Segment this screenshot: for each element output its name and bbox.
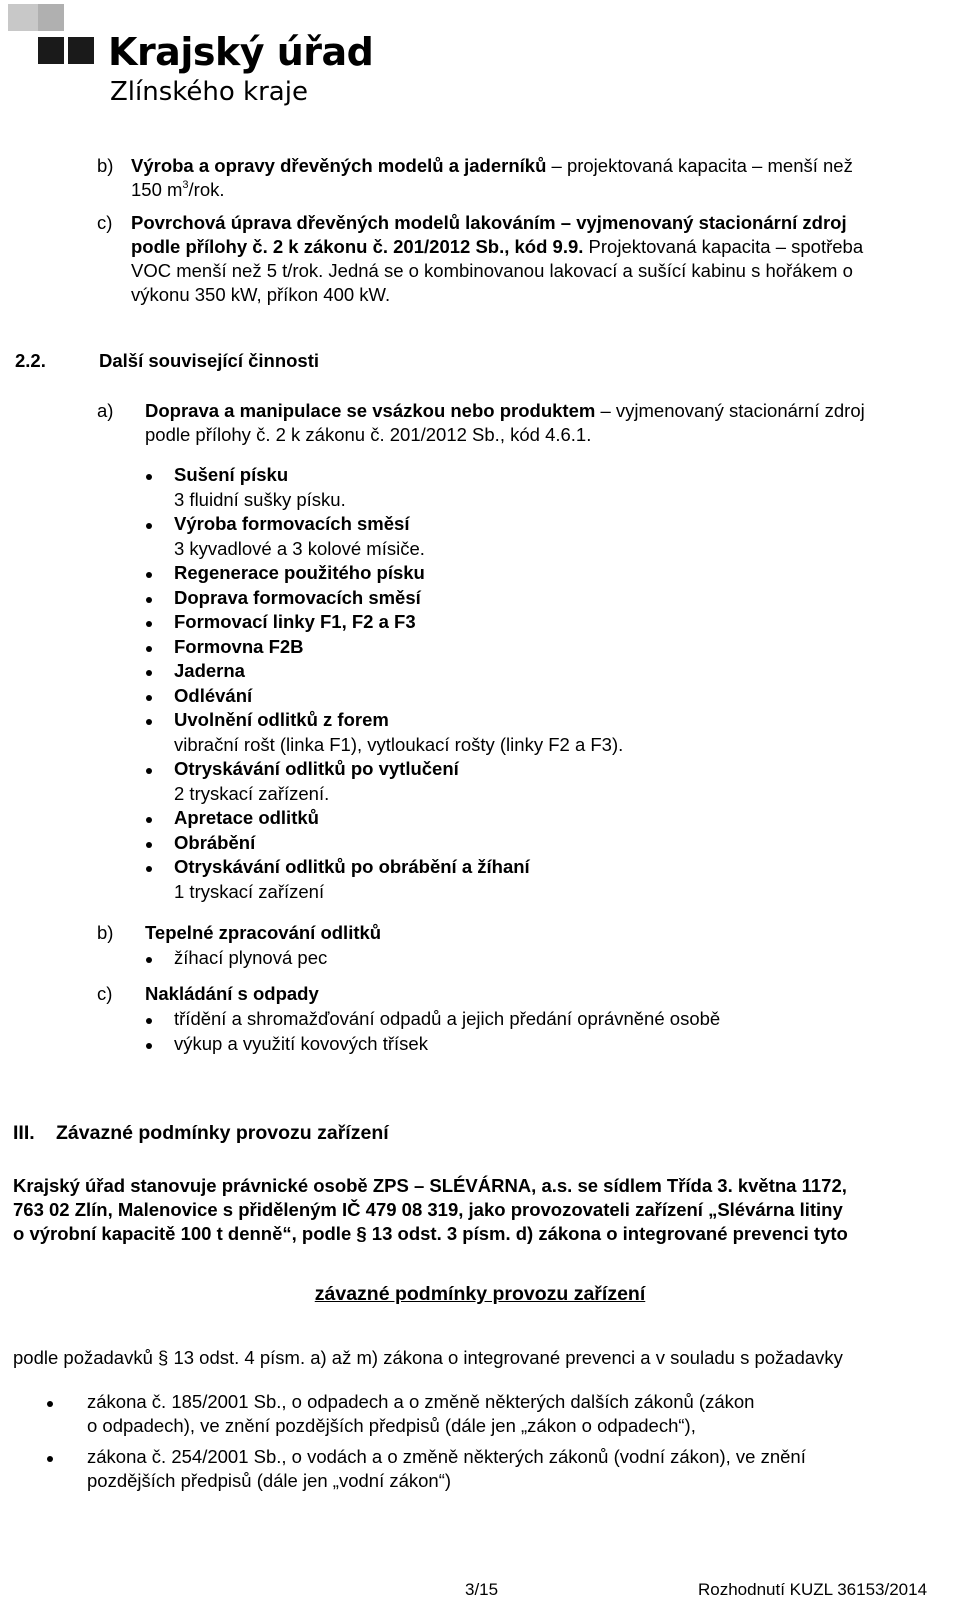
bullet-icon [47,1401,53,1407]
sub-b-label: b) [97,922,114,943]
bullet-icon [146,474,152,480]
law2-line1: zákona č. 254/2001 Sb., o vodách a o změně některých zákonů (vodní zákon), ve znění [87,1446,806,1467]
page-number: 3/15 [465,1580,499,1599]
activity-title: Obrábění [174,831,256,853]
sub-c-title: Nakládání s odpady [145,983,319,1004]
activity-title: Regenerace použitého písku [174,562,425,583]
bullet-icon [146,523,152,529]
sub-a-line2: podle přílohy č. 2 k zákonu č. 201/2012 Sb., kód 4.6.1. [145,424,592,445]
law1-line2: o odpadech), ve znění pozdějších předpisů (dále jen „zákon o odpadech“), [87,1415,696,1436]
section-number: 2.2. [15,350,46,371]
sub-c-label: c) [97,983,113,1004]
capacity-unit: /rok. [188,179,225,200]
section-title: Další související činnosti [99,350,320,371]
bullet-icon [146,1043,152,1049]
bullet-icon [146,957,152,963]
section-c-rest2: Projektovaná kapacita – spotřeba [583,236,864,257]
section-c-line2 [131,235,863,259]
para-line4: podle požadavků § 13 odst. 4 písm. a) až m) zákona o integrované prevenci a v souladu s požadavky [13,1347,843,1368]
section-b-label: b) [97,155,114,176]
section-b-line2 [131,178,225,202]
activity-title: Formovna F2B [174,635,304,657]
logo-square-light-2 [38,4,64,31]
bullet-icon [146,768,152,774]
bullet-icon [146,1018,152,1024]
bullet-icon [146,842,152,848]
bullet-icon [146,670,152,676]
activity-detail: 1 tryskací zařízení [174,880,325,902]
bullet-icon [47,1456,53,1462]
activity-detail: 2 tryskací zařízení. [174,782,330,804]
para-line1: Krajský úřad stanovuje právnické osobě ZPS – SLÉVÁRNA, a.s. se sídlem Třída 3. května 1172, [13,1175,847,1196]
sub-a-bold: Doprava a manipulace se vsázkou nebo produktem [145,400,596,421]
activity-title: Odlévání [174,684,253,706]
sub-a-label: a) [97,400,114,421]
sub-a-rest: – vyjmenovaný stacionární zdroj [595,400,865,421]
bullet-icon [146,597,152,603]
bullet-icon [146,646,152,652]
sub-b-title: Tepelné zpracování odlitků [145,922,382,943]
bullet-icon [146,866,152,872]
activity-title: Výroba formovacích směsí [174,513,410,534]
section-c-line4: výkonu 350 kW, příkon 400 kW. [131,284,391,305]
bullet-icon [146,621,152,627]
activity-title: Otryskávání odlitků po obrábění a žíhaní [174,856,530,877]
sub-a-line1 [145,399,865,423]
section-b-line1 [131,154,940,178]
center-title: závazné podmínky provozu zařízení [314,1283,646,1305]
logo-square-dark [38,37,64,64]
chapter-title: Závazné podmínky provozu zařízení [56,1122,389,1144]
activity-detail: 3 kyvadlové a 3 kolové mísiče. [174,537,425,559]
section-b-rest: – projektovaná kapacita – menší než [546,155,853,176]
para-line2: 763 02 Zlín, Malenovice s přiděleným IČ 479 08 319, jako provozovateli zařízení „Slévárna litiny [13,1199,843,1220]
section-c-bold2: podle přílohy č. 2 k zákonu č. 201/2012 Sb., kód 9.9. [131,236,584,257]
sub-c-item: výkup a využití kovových třísek [174,1033,428,1054]
activity-title: Formovací linky F1, F2 a F3 [174,611,416,632]
section-c-line3: VOC menší než 5 t/rok. Jedná se o kombinovanou lakovací a sušící kabinu s hořákem o [131,260,853,281]
activity-title: Uvolnění odlitků z forem [174,709,389,730]
activity-detail: 3 fluidní sušky písku. [174,488,346,510]
logo-subtitle: Zlínského kraje [110,77,308,107]
activity-title: Apretace odlitků [174,807,319,828]
bullet-icon [146,719,152,725]
law2-line2: pozdějších předpisů (dále jen „vodní zákon“) [87,1470,452,1491]
logo-square-dark-2 [68,37,94,64]
logo-title: Krajský úřad [108,30,374,74]
section-c-label: c) [97,212,113,233]
sub-c-item: třídění a shromažďování odpadů a jejich předání oprávněné osobě [174,1008,721,1029]
activity-title: Otryskávání odlitků po vytlučení [174,758,459,779]
chapter-number: III. [13,1122,35,1144]
document-reference: Rozhodnutí KUZL 36153/2014 [698,1580,928,1599]
bullet-icon [146,695,152,701]
capacity-value: 150 m [131,179,183,200]
bullet-icon [146,572,152,578]
sub-b-item: žíhací plynová pec [174,947,328,968]
activity-detail: vibrační rošt (linka F1), vytloukací rošty (linky F2 a F3). [174,733,624,755]
capacity-exponent: 3 [182,179,189,191]
activity-title: Sušení písku [174,464,289,485]
section-c-line1: Povrchová úprava dřevěných modelů lakováním – vyjmenovaný stacionární zdroj [131,212,847,233]
activity-title: Jaderna [174,660,245,681]
section-b-bold: Výroba a opravy dřevěných modelů a jaderníků [131,155,547,176]
law1-line1: zákona č. 185/2001 Sb., o odpadech a o změně některých dalších zákonů (zákon [87,1391,755,1412]
bullet-icon [146,817,152,823]
para-line3: o výrobní kapacitě 100 t denně“, podle § 13 odst. 3 písm. d) zákona o integrované prevenci tyto [13,1223,848,1244]
activity-title: Doprava formovacích směsí [174,586,421,608]
